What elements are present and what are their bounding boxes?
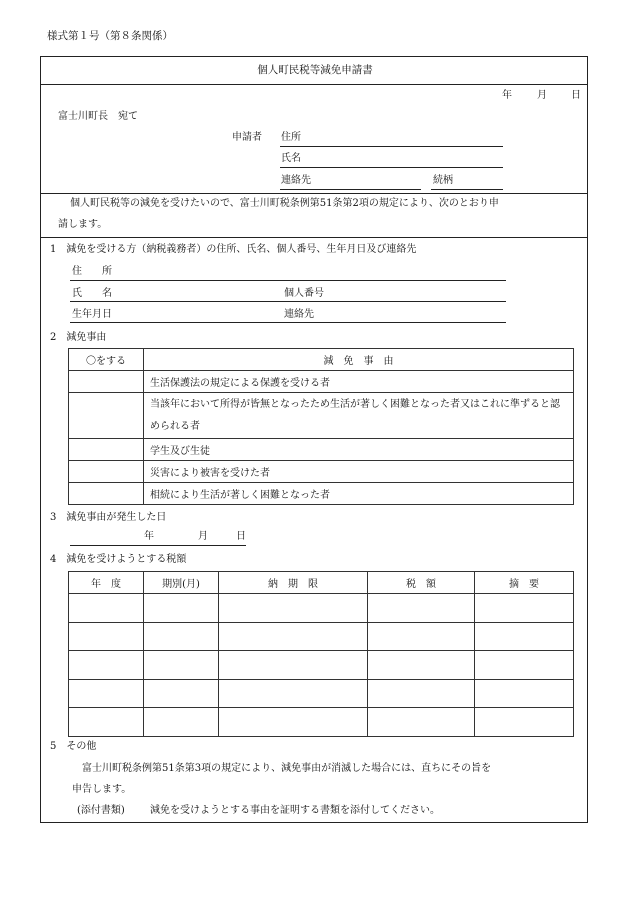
reason-text: 学生及び生徒 [144, 439, 574, 461]
taxpayer-contact-label: 連絡先 [284, 309, 314, 320]
occurrence-year-label: 年 [144, 531, 154, 542]
section5-heading: 5 その他 [50, 741, 97, 752]
date-year-label: 年 [502, 90, 512, 101]
reason-text: 当該年において所得が皆無となったため生活が著しく困難となった者又はこれに準ずると認められる者 [144, 393, 574, 439]
installment-cell[interactable] [144, 594, 219, 623]
remarks-cell[interactable] [475, 594, 574, 623]
tax-amount-cell[interactable] [368, 679, 475, 708]
reason-mark-cell[interactable] [69, 393, 144, 439]
tax-table-row [69, 679, 574, 708]
reason-table-header [69, 349, 574, 371]
tax-amount-table [68, 571, 574, 737]
applicant-contact-label: 連絡先 [281, 175, 311, 186]
installment-cell[interactable] [144, 651, 219, 680]
remarks-cell[interactable] [475, 679, 574, 708]
installment-cell[interactable] [144, 679, 219, 708]
section3-heading: 3 減免事由が発生した日 [50, 512, 167, 523]
applicant-contact-field[interactable] [280, 189, 421, 190]
due-date-cell[interactable] [219, 594, 368, 623]
applicant-relation-field[interactable] [431, 189, 503, 190]
fiscal-year-header: 年 度 [69, 572, 144, 594]
reason-row [69, 439, 574, 461]
applicant-name-label: 氏名 [281, 153, 301, 164]
addressee: 富士川町長 宛て [58, 111, 138, 122]
applicant-label: 申請者 [232, 132, 262, 143]
taxpayer-name-field[interactable] [70, 301, 506, 302]
applicant-divider [40, 193, 588, 194]
occurrence-date-field[interactable] [70, 545, 246, 546]
due-date-cell[interactable] [219, 679, 368, 708]
reduction-reason-table [68, 348, 574, 505]
tax-amount-cell[interactable] [368, 622, 475, 651]
remarks-cell[interactable] [475, 622, 574, 651]
installment-cell[interactable] [144, 708, 219, 737]
title-divider [40, 84, 588, 85]
tax-amount-cell[interactable] [368, 708, 475, 737]
intro-divider [40, 237, 588, 238]
section5-text-line2: 申告します。 [72, 784, 132, 795]
reason-mark-cell[interactable] [69, 371, 144, 393]
reason-text: 生活保護法の規定による保護を受ける者 [144, 371, 574, 393]
fiscal-year-cell[interactable] [69, 708, 144, 737]
tax-table-row [69, 708, 574, 737]
occurrence-day-label: 日 [236, 531, 246, 542]
intro-text-line1: 個人町民税等の減免を受けたいので、富士川町税条例第51条第2項の規定により、次のとおり申 [70, 198, 499, 209]
intro-text-line2: 請します。 [58, 219, 108, 230]
taxpayer-name-label: 氏 名 [72, 288, 112, 299]
reason-text: 相続により生活が著しく困難となった者 [144, 483, 574, 505]
reason-mark-cell[interactable] [69, 461, 144, 483]
fiscal-year-cell[interactable] [69, 622, 144, 651]
tax-table-row [69, 622, 574, 651]
due-date-cell[interactable] [219, 651, 368, 680]
occurrence-month-label: 月 [198, 531, 208, 542]
taxpayer-birthdate-label: 生年月日 [72, 309, 112, 320]
form-number: 様式第１号（第８条関係） [47, 30, 173, 42]
applicant-address-field[interactable] [280, 146, 503, 147]
remarks-header: 摘 要 [475, 572, 574, 594]
due-date-header: 納 期 限 [219, 572, 368, 594]
form-title: 個人町民税等減免申請書 [257, 64, 373, 76]
fiscal-year-cell[interactable] [69, 594, 144, 623]
installment-cell[interactable] [144, 622, 219, 651]
applicant-name-field[interactable] [280, 167, 503, 168]
applicant-relation-label: 続柄 [433, 175, 453, 186]
tax-amount-header: 税 額 [368, 572, 475, 594]
attachment-text: 減免を受けようとする事由を証明する書類を添付してください。 [150, 805, 440, 816]
reason-mark-cell[interactable] [69, 483, 144, 505]
reason-column-header: 減 免 事 由 [144, 349, 574, 371]
section5-text-line1: 富士川町税条例第51条第3項の規定により、減免事由が消滅した場合には、直ちにその旨を [82, 763, 492, 774]
section2-heading: 2 減免事由 [50, 332, 107, 343]
tax-table-row [69, 594, 574, 623]
reason-row [69, 483, 574, 505]
taxpayer-address-label: 住 所 [72, 266, 112, 277]
mark-column-header: 〇をする [69, 349, 144, 371]
fiscal-year-cell[interactable] [69, 651, 144, 680]
section4-heading: 4 減免を受けようとする税額 [50, 554, 187, 565]
due-date-cell[interactable] [219, 708, 368, 737]
reason-row [69, 371, 574, 393]
taxpayer-my-number-label: 個人番号 [284, 288, 324, 299]
fiscal-year-cell[interactable] [69, 679, 144, 708]
taxpayer-birthdate-field[interactable] [70, 322, 506, 323]
tax-table-row [69, 651, 574, 680]
tax-amount-cell[interactable] [368, 651, 475, 680]
due-date-cell[interactable] [219, 622, 368, 651]
date-day-label: 日 [571, 90, 581, 101]
tax-amount-cell[interactable] [368, 594, 475, 623]
installment-header: 期別(月) [144, 572, 219, 594]
applicant-address-label: 住所 [281, 132, 301, 143]
taxpayer-address-field[interactable] [70, 280, 506, 281]
remarks-cell[interactable] [475, 651, 574, 680]
section1-heading: 1 減免を受ける方（納税義務者）の住所、氏名、個人番号、生年月日及び連絡先 [50, 244, 417, 255]
date-month-label: 月 [537, 90, 547, 101]
reason-row [69, 461, 574, 483]
reason-mark-cell[interactable] [69, 439, 144, 461]
remarks-cell[interactable] [475, 708, 574, 737]
attachment-label: (添付書類) [77, 805, 125, 816]
tax-table-header [69, 572, 574, 594]
reason-row [69, 393, 574, 439]
reason-text: 災害により被害を受けた者 [144, 461, 574, 483]
